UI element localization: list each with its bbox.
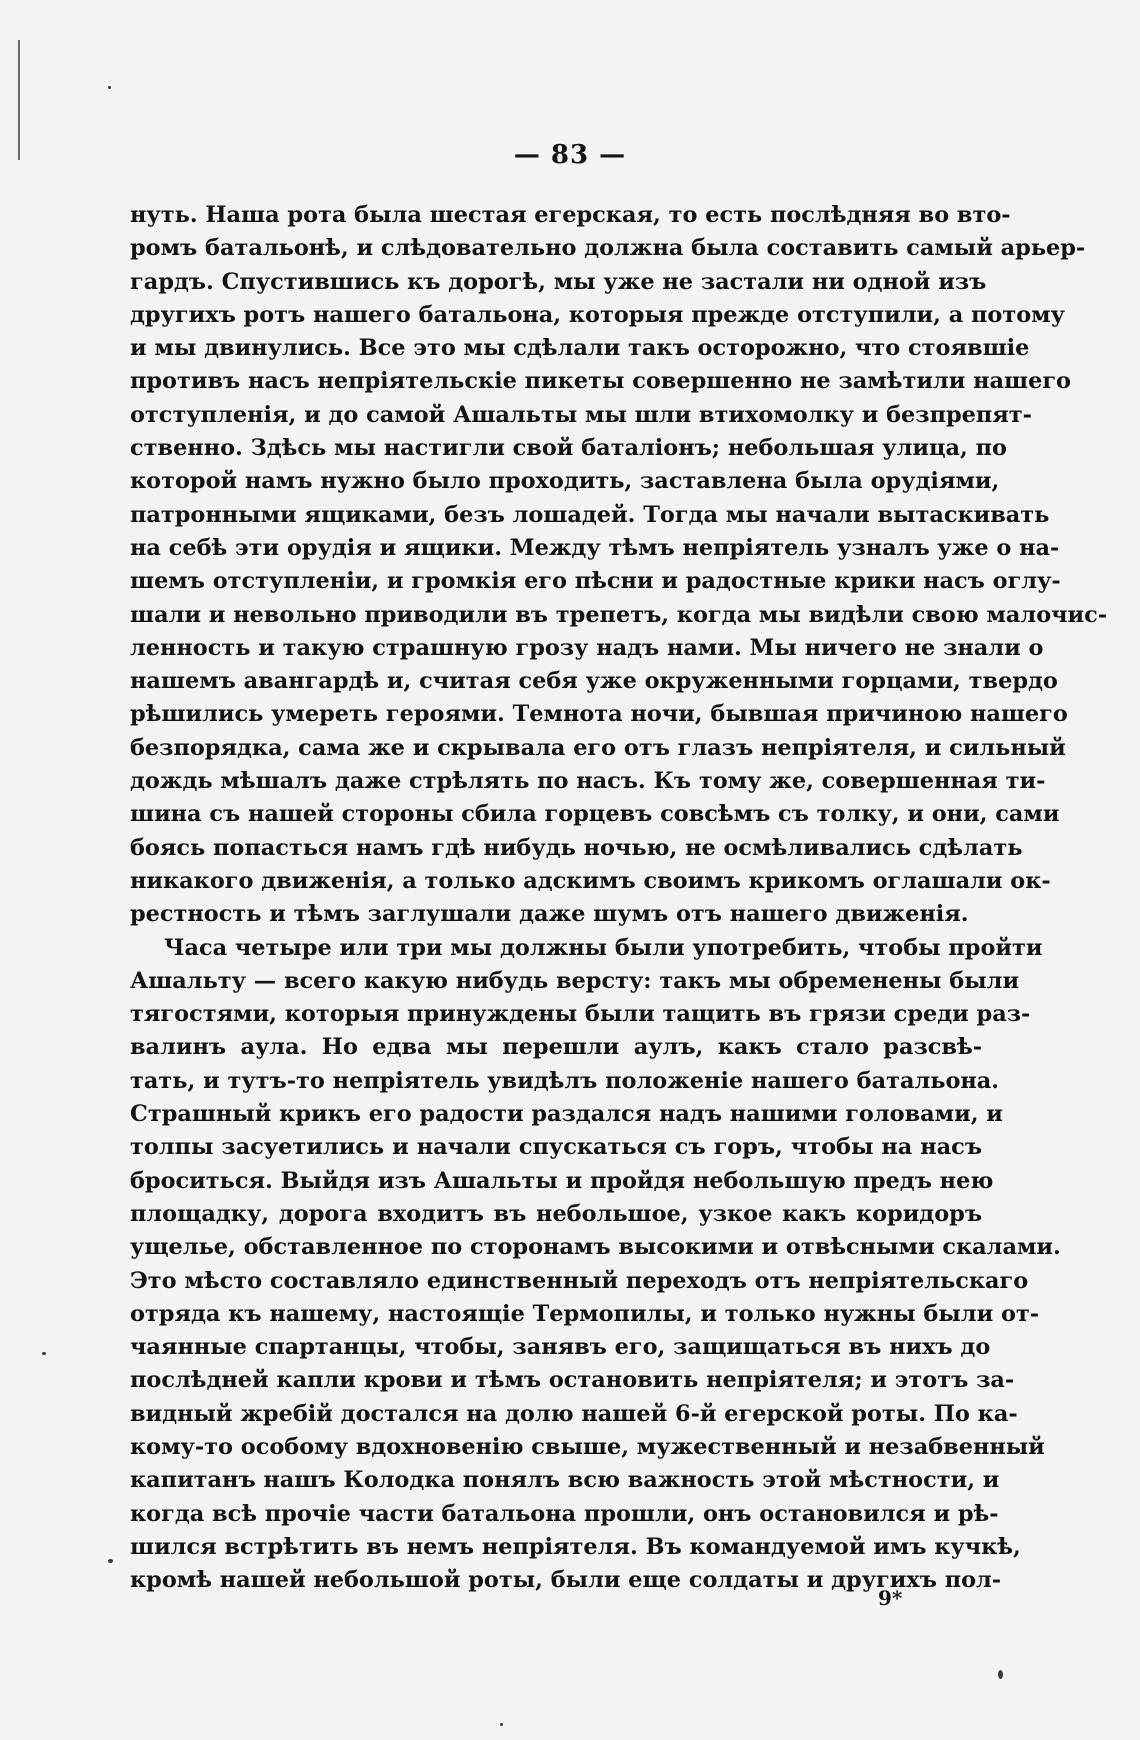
text-line: ущелье, обставленное по сторонамъ высокими и отвѣсными скалами. (130, 1234, 1061, 1261)
text-line: ромъ батальонѣ, и слѣдовательно должна была составить самый арьер- (130, 235, 1086, 262)
scan-speck (108, 86, 111, 89)
text-line: противъ насъ непріятельскіе пикеты совершенно не замѣтили нашего (130, 368, 1071, 395)
text-line: Это мѣсто составляло единственный переходъ отъ непріятельскаго (130, 1267, 1029, 1294)
text-line: кромѣ нашей небольшой роты, были еще солдаты и другихъ пол- (130, 1567, 1002, 1594)
text-line: ственно. Здѣсь мы настигли свой баталіонъ; небольшая улица, по (130, 435, 1007, 462)
text-line: броситься. Выйдя изъ Ашальты и пройдя небольшую предъ нею (130, 1167, 994, 1194)
text-line: которой намъ нужно было проходить, заставлена была орудіями, (130, 468, 1000, 495)
scan-speck (42, 1352, 46, 1355)
text-line: Ашальту — всего какую нибудь версту: такъ мы обременены были (130, 967, 1020, 994)
scan-speck (998, 1670, 1003, 1679)
text-line: Часа четыре или три мы должны были употребить, чтобы пройти (164, 934, 1043, 961)
text-line: безпорядка, сама же и скрывала его отъ глазъ непріятеля, и сильный (130, 734, 1066, 761)
text-line: другихъ ротъ нашего батальона, которыя прежде отступили, а потому (130, 301, 1065, 328)
text-line: кому-то особому вдохновенію свыше, мужественный и незабвенный (130, 1433, 1045, 1460)
text-line: тать, и тутъ-то непріятель увидѣлъ положеніе нашего батальона. (130, 1067, 1000, 1094)
text-line: патронными ящиками, безъ лошадей. Тогда мы начали вытаскивать (130, 501, 1050, 528)
text-line: на себѣ эти орудія и ящики. Между тѣмъ непріятель узналъ уже о на- (130, 534, 1060, 561)
text-line: нуть. Наша рота была шестая егерская, то есть послѣдняя во вто- (130, 202, 1011, 228)
page-number-header: — 83 — (513, 140, 627, 170)
text-line: отряда къ нашему, настоящіе Термопилы, и только нужны были от- (130, 1300, 1040, 1327)
text-line: послѣдней капли крови и тѣмъ остановить непріятеля; и этотъ за- (130, 1367, 1015, 1394)
text-line: гардъ. Спустившись къ дорогѣ, мы уже не застали ни одной изъ (130, 268, 987, 295)
text-line: капитанъ нашъ Колодка понялъ всю важность этой мѣстности, и (130, 1467, 1000, 1494)
text-line: Страшный крикъ его радости раздался надъ нашими головами, и (130, 1101, 1003, 1128)
text-line: шали и невольно приводили въ трепетъ, когда мы видѣли свою малочис- (130, 601, 1108, 628)
text-line: рѣшились умереть героями. Темнота ночи, бывшая причиною нашего (130, 701, 1068, 728)
scan-speck (500, 1723, 503, 1726)
printer-signature-mark: 9* (878, 1586, 903, 1610)
text-line: рестность и тѣмъ заглушали даже шумъ отъ нашего движенія. (130, 901, 969, 928)
text-line: дождь мѣшалъ даже стрѣлять по насъ. Къ тому же, совершенная ти- (130, 768, 1046, 795)
scan-speck (108, 1559, 113, 1563)
text-line: отступленія, и до самой Ашальты мы шли втихомолку и безпрепят- (130, 401, 1032, 428)
text-line: площадку, дорога входитъ въ небольшое, узкое какъ коридоръ (130, 1200, 982, 1227)
text-line: и мы двинулись. Все это мы сдѣлали такъ осторожно, что стоявшіе (130, 335, 1030, 362)
text-line: нашемъ авангардѣ и, считая себя уже окруженными горцами, твердо (130, 668, 1058, 695)
text-line: тягостями, которыя принуждены были тащить въ грязи среди раз- (130, 1001, 1031, 1028)
text-line: валинъ аула. Но едва мы перешли аулъ, какъ стало разсвѣ- (130, 1034, 982, 1061)
text-line: шился встрѣтить въ немъ непріятеля. Въ командуемой имъ кучкѣ, (130, 1533, 1021, 1560)
text-line: шина съ нашей стороны сбила горцевъ совсѣмъ съ толку, и они, сами (130, 801, 1060, 828)
body-text (130, 199, 1108, 1597)
text-line: боясь попасться намъ гдѣ нибудь ночью, не осмѣливались сдѣлать (130, 834, 1023, 861)
text-line: никакого движенія, а только адскимъ своимъ крикомъ оглашали ок- (130, 867, 1051, 894)
text-line: видный жребій достался на долю нашей 6-й егерской роты. По ка- (130, 1400, 1018, 1427)
text-line: когда всѣ прочіе части батальона прошли, онъ остановился и рѣ- (130, 1500, 999, 1527)
text-line: шемъ отступленіи, и громкія его пѣсни и радостные крики насъ оглу- (130, 568, 1061, 595)
text-line: толпы засуетились и начали спускаться съ горъ, чтобы на насъ (130, 1134, 982, 1161)
text-line: ленность и такую страшную грозу надъ нами. Мы ничего не знали о (130, 634, 1044, 661)
text-line: чаянные спартанцы, чтобы, занявъ его, защищаться въ нихъ до (130, 1334, 991, 1361)
